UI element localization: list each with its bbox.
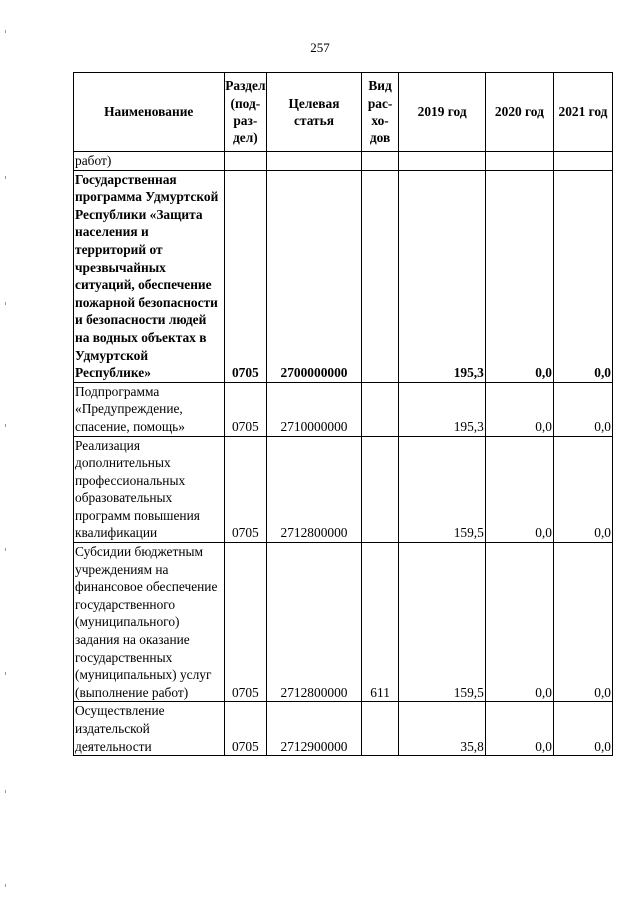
cell-2021: 0,0 xyxy=(553,543,612,702)
cell-2020: 0,0 xyxy=(485,543,553,702)
budget-table xyxy=(73,72,613,756)
cell-2019: 195,3 xyxy=(399,170,485,382)
table-row xyxy=(74,382,613,436)
cell-expense xyxy=(361,152,399,171)
table-row xyxy=(74,152,613,171)
cell-name: Субсидии бюджетным учреждениям на финансовое обеспечение государственного (муниципального) задания на оказание государственных (муниципальных) услуг (выполнение работ) xyxy=(74,543,225,702)
cell-2021: 0,0 xyxy=(553,382,612,436)
cell-target: 2710000000 xyxy=(267,382,362,436)
scan-edge-marks xyxy=(5,0,7,905)
cell-target xyxy=(267,152,362,171)
cell-2019 xyxy=(399,152,485,171)
cell-2019: 159,5 xyxy=(399,436,485,543)
table-row xyxy=(74,170,613,382)
header-2020: 2020 год xyxy=(485,73,553,152)
cell-target: 2700000000 xyxy=(267,170,362,382)
cell-name: Государственная программа Удмуртской Республики «Защита населения и территорий от чрезвычайных ситуаций, обеспечение пожарной безопасности и безопасности людей на водных объектах в Удмуртской Республике» xyxy=(74,170,225,382)
header-2021: 2021 год xyxy=(553,73,612,152)
cell-2019: 159,5 xyxy=(399,543,485,702)
cell-section: 0705 xyxy=(224,170,267,382)
cell-section xyxy=(224,152,267,171)
cell-2020 xyxy=(485,152,553,171)
cell-2020: 0,0 xyxy=(485,382,553,436)
cell-expense xyxy=(361,382,399,436)
cell-2020: 0,0 xyxy=(485,170,553,382)
cell-expense xyxy=(361,170,399,382)
cell-name: Осуществление издательской деятельности xyxy=(74,702,225,756)
cell-name: Реализация дополнительных профессиональных образовательных программ повышения квалификации xyxy=(74,436,225,543)
cell-name: работ) xyxy=(74,152,225,171)
cell-2020: 0,0 xyxy=(485,436,553,543)
cell-target: 2712900000 xyxy=(267,702,362,756)
cell-target: 2712800000 xyxy=(267,436,362,543)
cell-expense xyxy=(361,702,399,756)
header-section: Раздел (под-раз-дел) xyxy=(224,73,267,152)
cell-section: 0705 xyxy=(224,702,267,756)
table-row xyxy=(74,543,613,702)
cell-expense xyxy=(361,436,399,543)
cell-expense: 611 xyxy=(361,543,399,702)
cell-target: 2712800000 xyxy=(267,543,362,702)
cell-2019: 195,3 xyxy=(399,382,485,436)
cell-2021: 0,0 xyxy=(553,702,612,756)
cell-2021: 0,0 xyxy=(553,170,612,382)
cell-2021 xyxy=(553,152,612,171)
header-target: Целевая статья xyxy=(267,73,362,152)
cell-section: 0705 xyxy=(224,543,267,702)
cell-2020: 0,0 xyxy=(485,702,553,756)
table-row xyxy=(74,436,613,543)
header-name: Наименование xyxy=(74,73,225,152)
cell-2021: 0,0 xyxy=(553,436,612,543)
cell-name: Подпрограмма «Предупреждение, спасение, помощь» xyxy=(74,382,225,436)
table-header-row xyxy=(74,73,613,152)
cell-2019: 35,8 xyxy=(399,702,485,756)
header-2019: 2019 год xyxy=(399,73,485,152)
header-expense: Вид рас-хо-дов xyxy=(361,73,399,152)
page-number: 257 xyxy=(310,40,330,55)
table-row xyxy=(74,702,613,756)
cell-section: 0705 xyxy=(224,436,267,543)
cell-section: 0705 xyxy=(224,382,267,436)
